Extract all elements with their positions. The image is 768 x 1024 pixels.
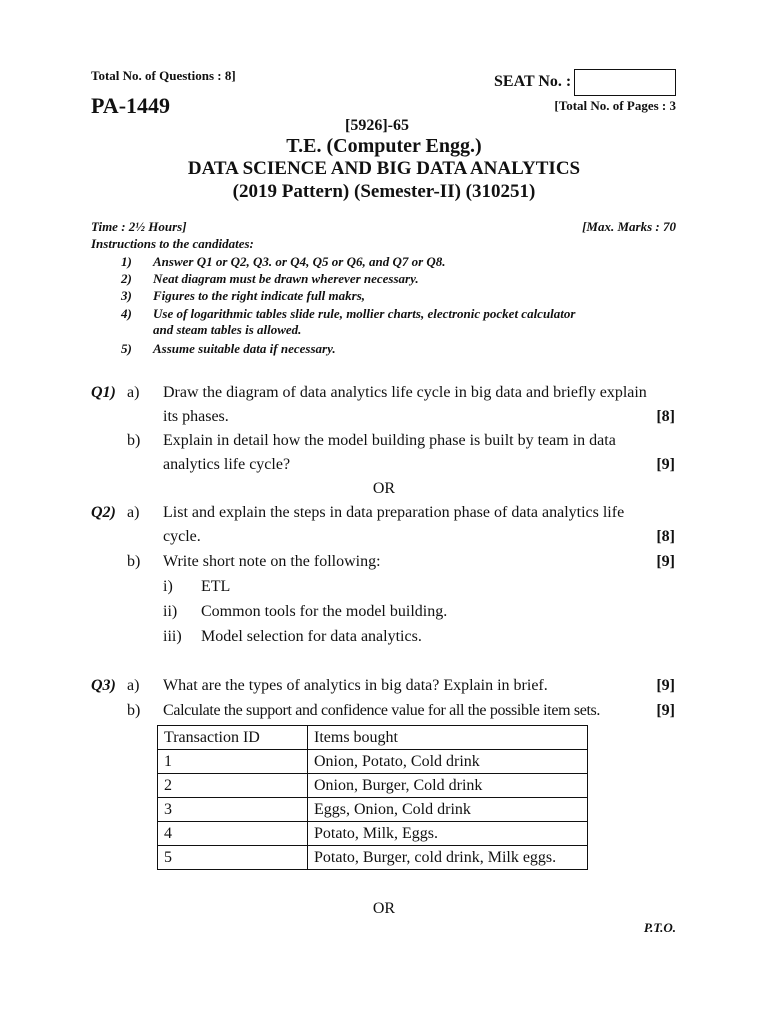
- sub-question-label: a): [127, 384, 140, 401]
- list-number: ii): [163, 603, 178, 620]
- marks: [9]: [656, 702, 675, 719]
- total-pages: [Total No. of Pages : 3: [554, 98, 676, 113]
- table-header-cell: Transaction ID: [158, 726, 308, 750]
- instruction-text: Answer Q1 or Q2, Q3. or Q4, Q5 or Q6, and Q7 or Q8.: [153, 254, 446, 269]
- sub-question-label: a): [127, 504, 140, 521]
- marks: [9]: [656, 456, 675, 473]
- table-cell: 5: [158, 846, 308, 870]
- table-cell: Potato, Milk, Eggs.: [308, 822, 588, 846]
- total-questions: Total No. of Questions : 8]: [91, 68, 236, 83]
- table-header-row: [158, 726, 588, 750]
- question-1a: [0, 384, 768, 406]
- question-number: Q2): [91, 504, 116, 521]
- table-cell: Potato, Burger, cold drink, Milk eggs.: [308, 846, 588, 870]
- list-text: Common tools for the model building.: [201, 603, 448, 620]
- sub-question-label: b): [127, 553, 141, 570]
- instruction-number: 2): [121, 271, 132, 286]
- table-cell: Onion, Burger, Cold drink: [308, 774, 588, 798]
- list-item: [0, 578, 768, 600]
- course-title: T.E. (Computer Engg.): [286, 135, 482, 157]
- subject-title: DATA SCIENCE AND BIG DATA ANALYTICS: [187, 158, 581, 179]
- exam-time: Time : 2½ Hours]: [91, 219, 187, 234]
- subject-code: [5926]-65: [345, 117, 409, 134]
- table-row: [158, 774, 588, 798]
- table-cell: 1: [158, 750, 308, 774]
- question-text: Calculate the support and confidence value for all the possible item sets.: [163, 702, 601, 719]
- table-cell: 2: [158, 774, 308, 798]
- question-text: Draw the diagram of data analytics life cycle in big data and briefly explain: [163, 384, 647, 401]
- marks: [9]: [656, 553, 675, 570]
- list-number: i): [163, 578, 173, 595]
- question-number: Q3): [91, 677, 116, 694]
- page-turn-note: P.T.O.: [643, 920, 676, 935]
- question-1b: [0, 432, 768, 454]
- sub-question-label: b): [127, 702, 141, 719]
- list-item: [0, 603, 768, 625]
- table-cell: Onion, Potato, Cold drink: [308, 750, 588, 774]
- instruction-number: 4): [121, 306, 132, 321]
- question-text: Explain in detail how the model building phase is built by team in data: [163, 432, 616, 449]
- instruction-text: Neat diagram must be drawn wherever necessary.: [153, 271, 419, 286]
- question-3a: [0, 677, 768, 699]
- question-text: its phases.: [163, 408, 229, 425]
- question-text: Write short note on the following:: [163, 553, 381, 570]
- list-text: Model selection for data analytics.: [201, 628, 422, 645]
- sub-question-label: b): [127, 432, 141, 449]
- marks: [9]: [656, 677, 675, 694]
- table-row: [158, 846, 588, 870]
- list-number: iii): [163, 628, 182, 645]
- instructions-heading: Instructions to the candidates:: [91, 236, 254, 251]
- table-row: [158, 798, 588, 822]
- transactions-table: [157, 725, 588, 870]
- paper-code: PA-1449: [91, 93, 171, 118]
- marks: [8]: [656, 528, 675, 545]
- seat-number-box[interactable]: [574, 69, 676, 96]
- or-separator: OR: [372, 900, 396, 917]
- instruction-text: Use of logarithmic tables slide rule, mollier charts, electronic pocket calculator: [153, 306, 576, 321]
- list-item: [0, 628, 768, 650]
- instruction-text: Figures to the right indicate full makrs,: [153, 288, 366, 303]
- instruction-text: and steam tables is allowed.: [153, 322, 302, 337]
- table-cell: 3: [158, 798, 308, 822]
- table-header-cell: Items bought: [308, 726, 588, 750]
- table-row: [158, 822, 588, 846]
- question-text: What are the types of analytics in big data? Explain in brief.: [163, 677, 548, 694]
- question-number: Q1): [91, 384, 116, 401]
- question-1a-cont: [0, 408, 768, 430]
- instruction-text: Assume suitable data if necessary.: [153, 341, 336, 356]
- marks: [8]: [656, 408, 675, 425]
- question-text: analytics life cycle?: [163, 456, 291, 473]
- table-cell: Eggs, Onion, Cold drink: [308, 798, 588, 822]
- question-text: cycle.: [163, 528, 201, 545]
- list-text: ETL: [201, 578, 231, 595]
- question-2a-cont: [0, 528, 768, 550]
- instruction-number: 3): [121, 288, 132, 303]
- or-separator: OR: [372, 480, 396, 497]
- table-cell: 4: [158, 822, 308, 846]
- question-3b: [0, 702, 768, 724]
- question-1b-cont: [0, 456, 768, 478]
- table-row: [158, 750, 588, 774]
- instruction-number: 5): [121, 341, 132, 356]
- question-2b: [0, 553, 768, 575]
- sub-question-label: a): [127, 677, 140, 694]
- max-marks: [Max. Marks : 70: [582, 219, 676, 234]
- seat-number-label: SEAT No. :: [494, 73, 572, 90]
- question-2a: [0, 504, 768, 526]
- instruction-number: 1): [121, 254, 132, 269]
- question-text: List and explain the steps in data preparation phase of data analytics life: [163, 504, 625, 521]
- pattern-line: (2019 Pattern) (Semester-II) (310251): [232, 181, 536, 202]
